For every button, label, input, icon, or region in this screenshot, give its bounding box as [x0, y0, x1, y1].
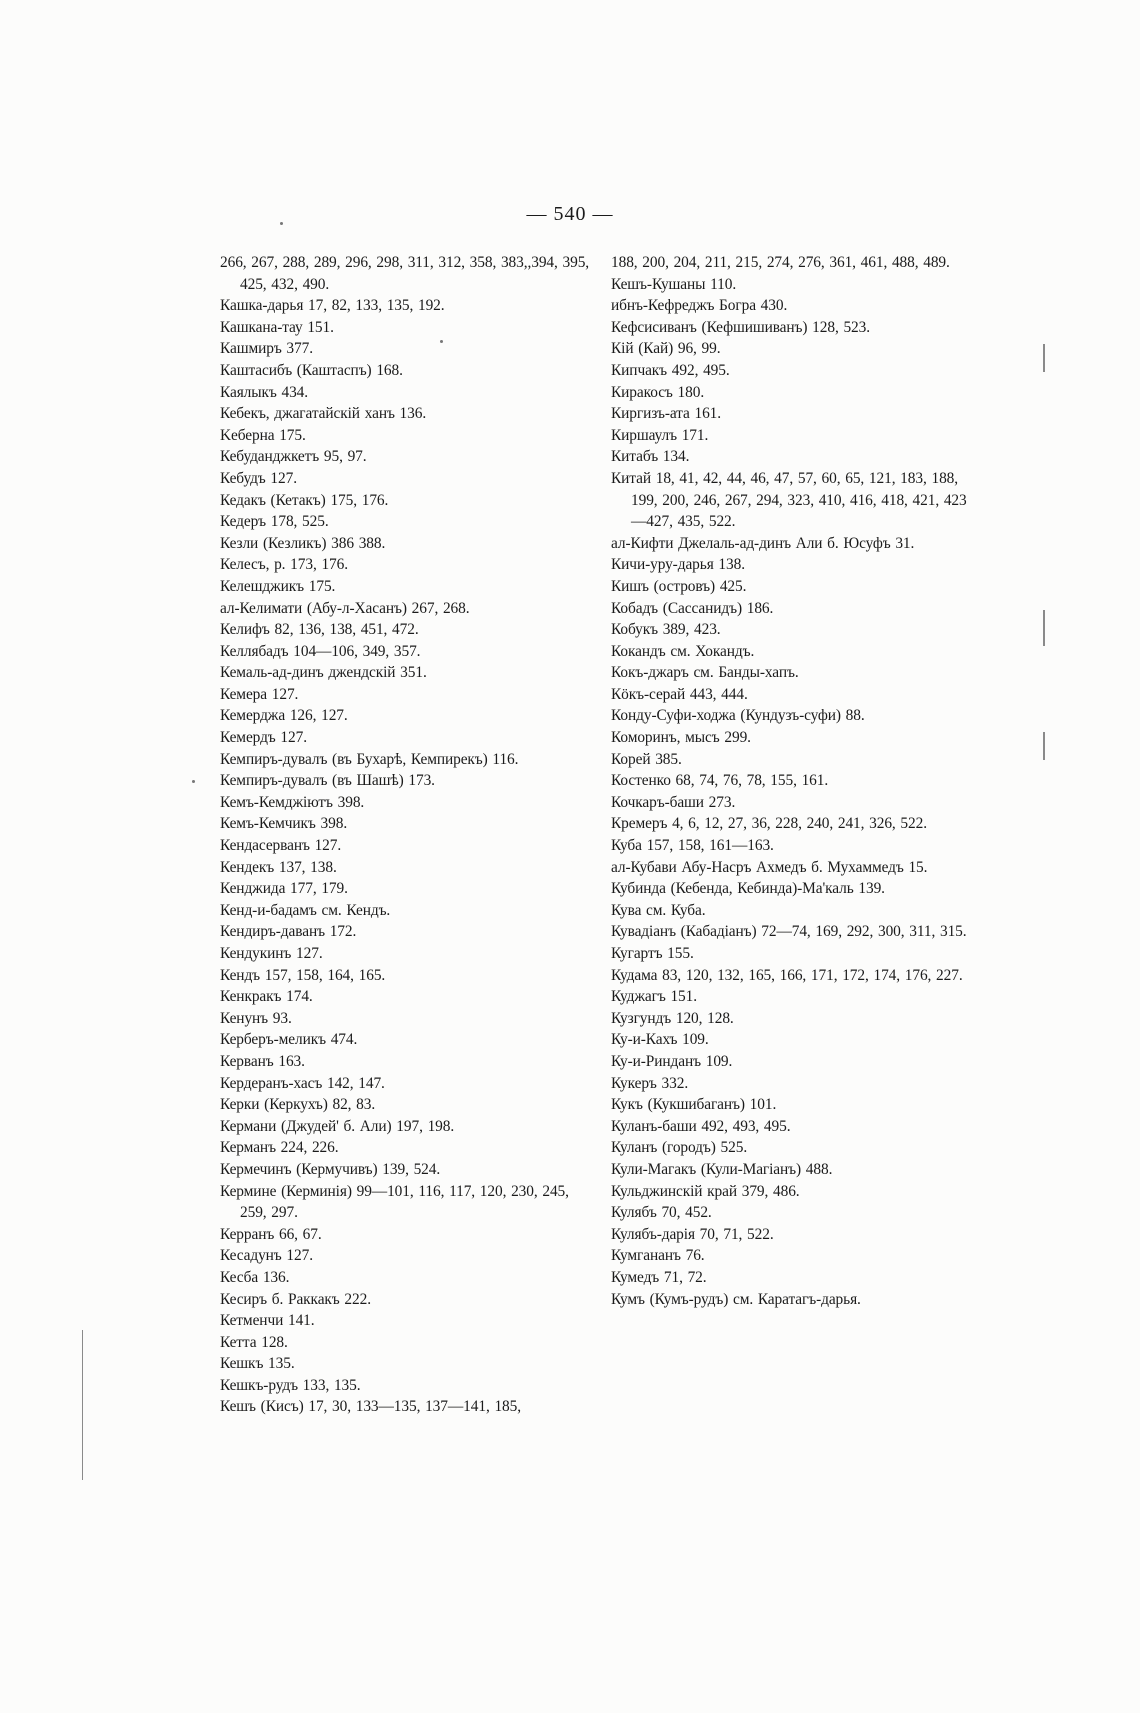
index-entry: Кенд-и-бадамъ см. Кендъ. [220, 901, 391, 919]
index-entry: Кетменчи 141. [220, 1312, 315, 1330]
index-entry: Кемаль-ад-динъ джендскій 351. [220, 664, 427, 682]
index-entry: Коморинъ, мысъ 299. [611, 729, 751, 747]
index-entry: Кобадъ (Сассанидъ) 186. [611, 599, 774, 617]
index-entry: ал-Келимати (Абу-л-Хасанъ) 267, 268. [220, 599, 470, 617]
index-entry: Кемерджа 126, 127. [220, 707, 348, 725]
index-entry: Кичи-уру-дарья 138. [611, 556, 745, 574]
index-entry: Кердеранъ-хасъ 142, 147. [220, 1074, 385, 1092]
index-entry: Кокандъ см. Хокандъ. [611, 642, 755, 660]
margin-mark [82, 1330, 83, 1480]
index-entry: Куджагъ 151. [611, 988, 697, 1006]
index-entry: Кенунъ 93. [220, 1009, 292, 1027]
index-entry: Кульджинскій край 379, 486. [611, 1182, 800, 1200]
index-entry: Кемпиръ-дувалъ (въ Шашѣ) 173. [220, 772, 435, 790]
index-entry: Кесиръ б. Раккакъ 222. [220, 1290, 371, 1308]
index-column-left [220, 252, 598, 1418]
index-entry: Кермечинъ (Кермучивъ) 139, 524. [220, 1160, 441, 1178]
index-entry: Кöкъ-серай 443, 444. [611, 685, 748, 703]
index-entry: Кендасерванъ 127. [220, 837, 342, 855]
index-entry: Кермани (Джудей' б. Али) 197, 198. [220, 1117, 455, 1135]
index-entry: Кенкракъ 174. [220, 988, 313, 1006]
index-entry: Кетта 128. [220, 1333, 288, 1351]
index-entry: Кашмиръ 377. [220, 340, 313, 358]
index-entry: Кипчакъ 492, 495. [611, 361, 730, 379]
index-entry: ал-Кифти Джелаль-ад-динъ Али б. Юсуфъ 31. [611, 534, 915, 552]
index-entry: Керранъ 66, 67. [220, 1225, 322, 1243]
index-entry: Киракосъ 180. [611, 383, 705, 401]
index-entry: Кемъ-Кемджіютъ 398. [220, 793, 365, 811]
index-entry: Кремеръ 4, 6, 12, 27, 36, 228, 240, 241, 326, 522. [611, 815, 927, 833]
index-entry: Кугартъ 155. [611, 945, 694, 962]
index-entry: Кендиръ-даванъ 172. [220, 923, 357, 941]
index-entry: Куба 157, 158, 161—163. [611, 837, 774, 855]
index-entry: Кумъ (Кумъ-рудъ) см. Каратагъ-дарья. [611, 1290, 861, 1308]
index-entry: Китабъ 134. [611, 448, 690, 466]
index-entry: Киршаулъ 171. [611, 426, 709, 444]
index-entry: Кашка-дарья 17, 82, 133, 135, 192. [220, 297, 445, 315]
scan-speck [192, 780, 195, 783]
index-entry: Керберъ-меликъ 474. [220, 1031, 358, 1049]
index-entry: Кемера 127. [220, 685, 299, 703]
index-entry: Керки (Керкухъ) 82, 83. [220, 1096, 376, 1114]
index-entry: Кендекъ 137, 138. [220, 858, 337, 876]
margin-mark [1043, 732, 1045, 760]
index-entry: Келлябадъ 104—106, 349, 357. [220, 642, 421, 660]
index-entry: Кендукинъ 127. [220, 945, 323, 962]
index-entry: Каштасибъ (Каштаспъ) 168. [220, 361, 403, 379]
scan-speck [440, 340, 443, 343]
index-column-right [611, 252, 981, 1310]
page-number: — 540 — [526, 203, 614, 225]
index-entry: Кенджида 177, 179. [220, 880, 348, 898]
index-entry: Келешджикъ 175. [220, 577, 336, 595]
index-entry: Кезли (Кезликъ) 386 388. [220, 534, 386, 552]
index-entry: ал-Кубави Абу-Насръ Ахмедъ б. Мухаммедъ 15. [611, 858, 928, 876]
index-entry: Киргизъ-ата 161. [611, 405, 722, 423]
index-entry: Кендъ 157, 158, 164, 165. [220, 966, 386, 984]
index-entry: Кобукъ 389, 423. [611, 621, 721, 639]
index-entry: 266, 267, 288, 289, 296, 298, 311, 312, 358, 383,,394, 395, 425, 432, 490. [220, 254, 590, 293]
index-entry: Кій (Кай) 96, 99. [611, 340, 721, 358]
index-entry: Keберна 175. [220, 426, 306, 444]
index-entry: Кузгундъ 120, 128. [611, 1009, 734, 1027]
index-entry: Керванъ 163. [220, 1052, 305, 1070]
index-entry: Кешъ-Кушаны 110. [611, 275, 737, 293]
index-entry: Келесъ, р. 173, 176. [220, 556, 348, 574]
index-entry: Кувадіанъ (Кабадіанъ) 72—74, 169, 292, 300, 311, 315. [611, 923, 967, 941]
index-entry: Кочкаръ-баши 273. [611, 793, 736, 811]
index-entry: Кумгананъ 76. [611, 1247, 705, 1265]
margin-mark [1043, 344, 1045, 372]
index-entry: Кокъ-джаръ см. Банды-хапъ. [611, 664, 799, 682]
index-entry: ибнъ-Кефреджъ Богра 430. [611, 297, 788, 315]
index-entry: Костенко 68, 74, 76, 78, 155, 161. [611, 772, 829, 790]
index-entry: Кесба 136. [220, 1268, 290, 1286]
index-entry: Куланъ (городъ) 525. [611, 1139, 748, 1157]
index-entry: Кесадунъ 127. [220, 1247, 313, 1265]
index-entry: Кебекъ, джагатайскій ханъ 136. [220, 405, 427, 423]
index-entry: Китай 18, 41, 42, 44, 46, 47, 57, 60, 65, 121, 183, 188, 199, 200, 246, 267, 294, 323, 410, 416, 418, 421, 423—427, 435, 522. [611, 469, 967, 531]
index-entry: Корей 385. [611, 750, 682, 768]
scan-speck [280, 222, 283, 225]
index-entry: Кефсисиванъ (Кефшишиванъ) 128, 523. [611, 318, 870, 336]
index-entry: Кемердъ 127. [220, 729, 307, 747]
index-entry: Керманъ 224, 226. [220, 1139, 339, 1157]
index-entry: Ку-и-Ринданъ 109. [611, 1052, 733, 1070]
index-entry: Кебудъ 127. [220, 469, 297, 487]
index-entry: Кули-Магакъ (Кули-Магіанъ) 488. [611, 1160, 833, 1178]
index-entry: Кумедъ 71, 72. [611, 1268, 707, 1286]
index-entry: Кедакъ (Кетакъ) 175, 176. [220, 491, 389, 509]
index-entry: Кукеръ 332. [611, 1074, 689, 1092]
index-entry: Кишъ (островъ) 425. [611, 577, 747, 595]
index-entry: Кермине (Керминія) 99—101, 116, 117, 120, 230, 245, 259, 297. [220, 1182, 569, 1222]
index-entry: Кешъ (Кисъ) 17, 30, 133—135, 137—141, 185, [220, 1398, 521, 1416]
index-entry: Куланъ-баши 492, 493, 495. [611, 1117, 791, 1135]
index-entry: Келифъ 82, 136, 138, 451, 472. [220, 621, 419, 639]
index-entry: Конду-Суфи-ходжа (Кундузъ-суфи) 88. [611, 707, 865, 725]
index-entry: Кулябъ-дарія 70, 71, 522. [611, 1225, 774, 1243]
index-entry: Кебуданджкетъ 95, 97. [220, 448, 367, 466]
index-entry: Кедеръ 178, 525. [220, 513, 329, 531]
index-entry: Кува см. Куба. [611, 901, 706, 919]
index-entry: Кукъ (Кукшибаганъ) 101. [611, 1096, 777, 1114]
index-entry: Ку-и-Кахъ 109. [611, 1031, 709, 1049]
index-entry: Кешкъ-рудъ 133, 135. [220, 1376, 361, 1394]
index-entry: 188, 200, 204, 211, 215, 274, 276, 361, 461, 488, 489. [611, 254, 950, 271]
margin-mark [1043, 610, 1045, 646]
index-entry: Кудама 83, 120, 132, 165, 166, 171, 172, 174, 176, 227. [611, 966, 963, 984]
index-entry: Кемъ-Кемчикъ 398. [220, 815, 348, 833]
index-entry: Кулябъ 70, 452. [611, 1204, 712, 1222]
index-entry: Кубинда (Кебенда, Кебинда)-Ма'каль 139. [611, 880, 885, 898]
index-entry: Каялыкъ 434. [220, 383, 309, 401]
index-entry: Кешкъ 135. [220, 1355, 295, 1373]
index-entry: Кемпиръ-дувалъ (въ Бухарѣ, Кемпирекъ) 116. [220, 750, 519, 768]
index-entry: Кашкана-тау 151. [220, 318, 334, 336]
